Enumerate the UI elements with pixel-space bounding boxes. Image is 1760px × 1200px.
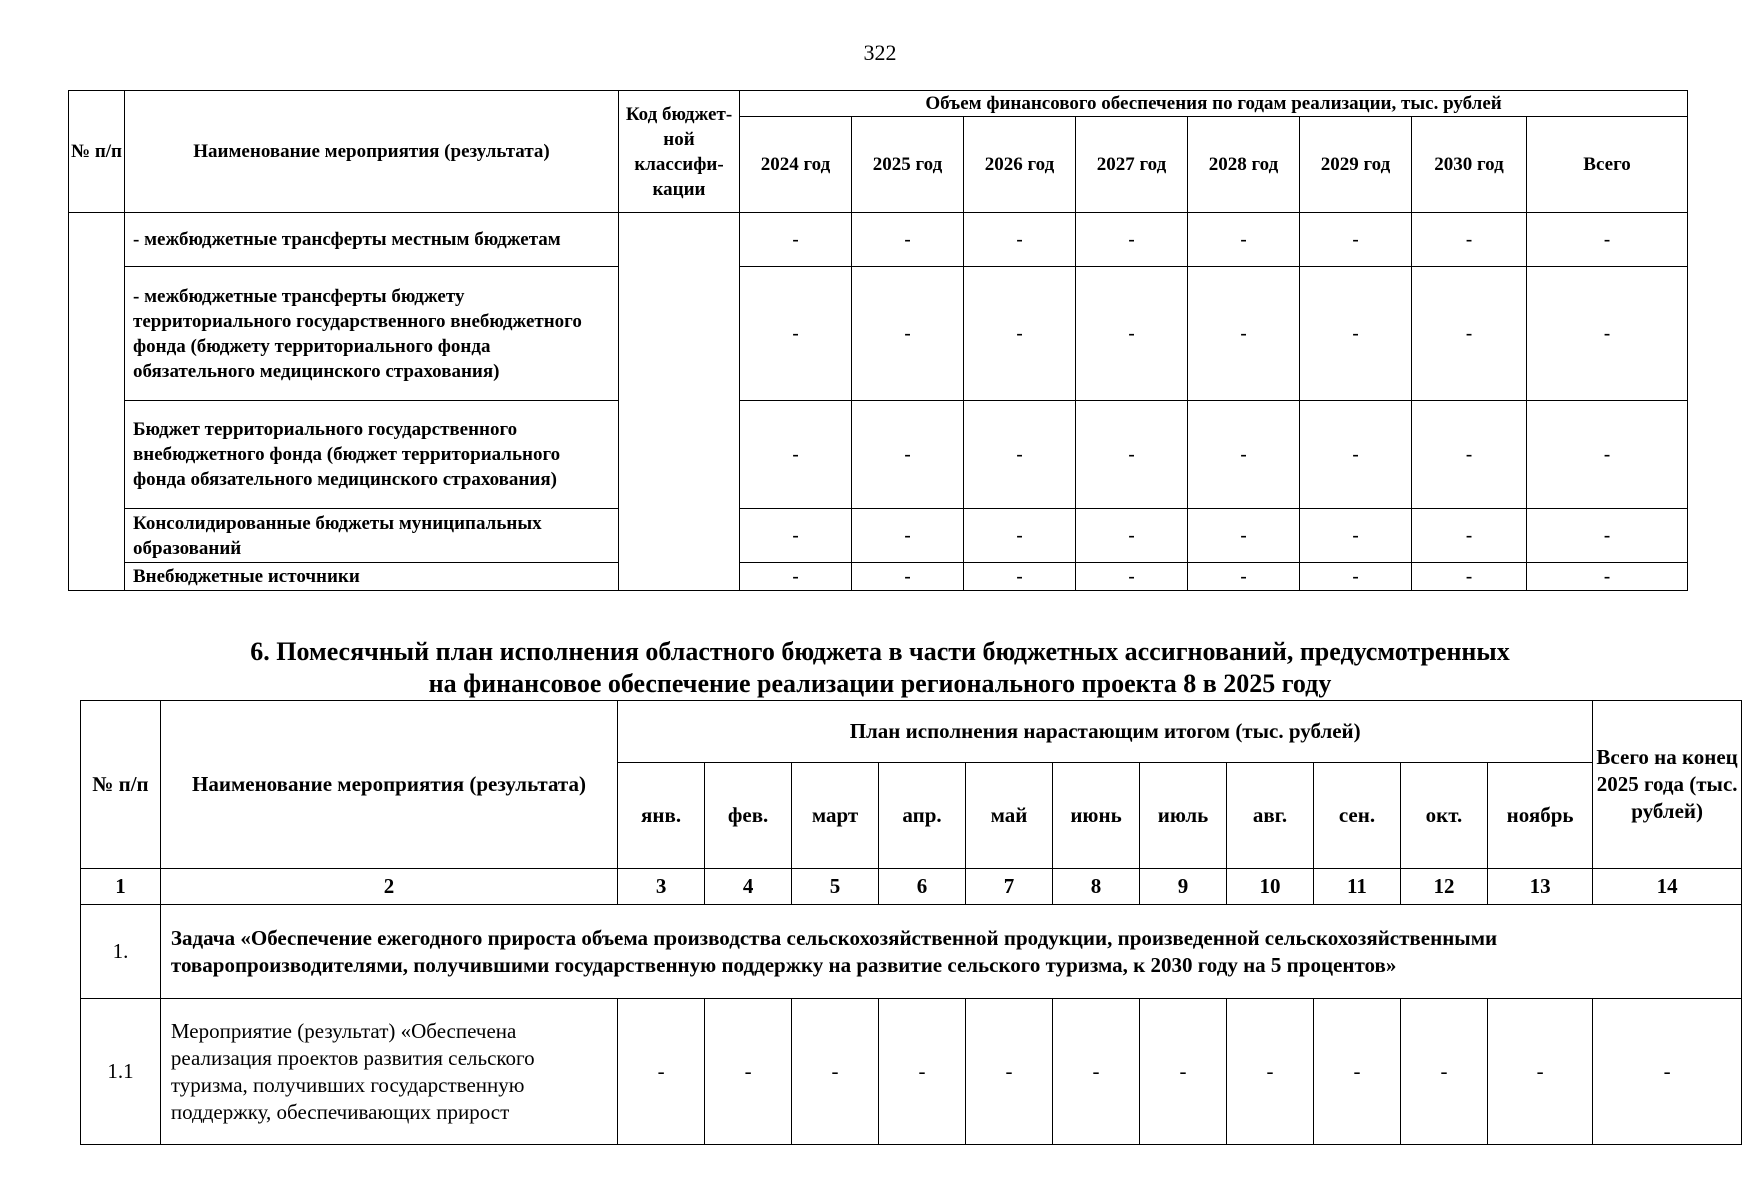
header-year-2027: 2027 год bbox=[1076, 117, 1188, 213]
cell-value: - bbox=[1527, 563, 1688, 591]
header-month-apr: апр. bbox=[879, 763, 966, 869]
column-number-row bbox=[81, 869, 1742, 905]
cell-value: - bbox=[1487, 999, 1592, 1145]
section-title-line1: 6. Помесячный план исполнения областного бюджета в части бюджетных ассигнований, предусмотренных bbox=[250, 637, 1510, 666]
cell-value: - bbox=[964, 563, 1076, 591]
header-name: Наименование мероприятия (результата) bbox=[125, 91, 619, 213]
header-total: Всего на конец 2025 года (тыс. рублей) bbox=[1593, 701, 1742, 869]
cell-value: - bbox=[852, 213, 964, 267]
col-number: 4 bbox=[705, 869, 792, 905]
cell-value: - bbox=[1076, 401, 1188, 509]
cell-value: - bbox=[792, 999, 879, 1145]
header-num: № п/п bbox=[81, 701, 161, 869]
cell-value: - bbox=[964, 267, 1076, 401]
header-name: Наименование мероприятия (результата) bbox=[160, 701, 617, 869]
cell-value: - bbox=[1188, 213, 1300, 267]
table-row bbox=[69, 563, 1688, 591]
col-number: 13 bbox=[1487, 869, 1592, 905]
cell-value: - bbox=[1188, 401, 1300, 509]
measure-name: Мероприятие (результат) «Обеспечена реализация проектов развития сельского туризма, получивших государственную поддержку, обеспечивающих прирост bbox=[160, 999, 617, 1145]
section-title bbox=[0, 636, 1760, 700]
col-number: 3 bbox=[618, 869, 705, 905]
header-num: № п/п bbox=[69, 91, 125, 213]
header-month-mar: март bbox=[792, 763, 879, 869]
cell-value: - bbox=[1412, 401, 1527, 509]
header-month-jan: янв. bbox=[618, 763, 705, 869]
section-title-line2: на финансовое обеспечение реализации регионального проекта 8 в 2025 году bbox=[428, 669, 1332, 698]
cell-value: - bbox=[1076, 509, 1188, 563]
cell-value: - bbox=[1313, 999, 1400, 1145]
header-code: Код бюджет-ной классифи-кации bbox=[619, 91, 740, 213]
cell-value: - bbox=[1527, 401, 1688, 509]
col-number: 6 bbox=[879, 869, 966, 905]
table-row bbox=[69, 401, 1688, 509]
task-row bbox=[81, 905, 1742, 999]
cell-value: - bbox=[740, 401, 852, 509]
header-year-2025: 2025 год bbox=[852, 117, 964, 213]
cell-value: - bbox=[1300, 509, 1412, 563]
cell-value: - bbox=[1527, 213, 1688, 267]
header-month-oct: окт. bbox=[1400, 763, 1487, 869]
header-year-2026: 2026 год bbox=[964, 117, 1076, 213]
table-row bbox=[69, 213, 1688, 267]
header-month-may: май bbox=[966, 763, 1053, 869]
cell-value: - bbox=[1140, 999, 1227, 1145]
col-number: 9 bbox=[1140, 869, 1227, 905]
header-year-2029: 2029 год bbox=[1300, 117, 1412, 213]
cell-value: - bbox=[705, 999, 792, 1145]
col-number: 7 bbox=[966, 869, 1053, 905]
cell-value: - bbox=[740, 509, 852, 563]
measure-row bbox=[81, 999, 1742, 1145]
col-number: 2 bbox=[160, 869, 617, 905]
cell-value: - bbox=[852, 401, 964, 509]
header-year-2028: 2028 год bbox=[1188, 117, 1300, 213]
cell-value: - bbox=[1300, 401, 1412, 509]
row-name: - межбюджетные трансферты бюджету территориального государственного внебюджетного фонда (бюджету территориального фонда обязательного медицинского страхования) bbox=[125, 267, 619, 401]
header-year-2030: 2030 год bbox=[1412, 117, 1527, 213]
cell-value: - bbox=[618, 999, 705, 1145]
page-number: 322 bbox=[863, 40, 897, 65]
cell-value: - bbox=[1188, 563, 1300, 591]
row-name: Бюджет территориального государственного внебюджетного фонда (бюджет территориального фонда обязательного медицинского страхования) bbox=[125, 401, 619, 509]
cell-value: - bbox=[1412, 509, 1527, 563]
header-month-jun: июнь bbox=[1053, 763, 1140, 869]
measure-num: 1.1 bbox=[81, 999, 161, 1145]
col-number: 12 bbox=[1400, 869, 1487, 905]
cell-value: - bbox=[1412, 267, 1527, 401]
cell-value: - bbox=[1226, 999, 1313, 1145]
cell-value: - bbox=[1400, 999, 1487, 1145]
table-row bbox=[69, 267, 1688, 401]
cell-value: - bbox=[740, 213, 852, 267]
header-total: Всего bbox=[1527, 117, 1688, 213]
col-number: 1 bbox=[81, 869, 161, 905]
header-plan: План исполнения нарастающим итогом (тыс. рублей) bbox=[618, 701, 1593, 763]
cell-value: - bbox=[852, 563, 964, 591]
cell-value: - bbox=[1527, 267, 1688, 401]
cell-value: - bbox=[1300, 213, 1412, 267]
cell-value: - bbox=[1076, 213, 1188, 267]
header-year-2024: 2024 год bbox=[740, 117, 852, 213]
header-month-aug: авг. bbox=[1226, 763, 1313, 869]
col-number: 10 bbox=[1226, 869, 1313, 905]
cell-value: - bbox=[964, 213, 1076, 267]
cell-value: - bbox=[964, 509, 1076, 563]
cell-value: - bbox=[1076, 267, 1188, 401]
cell-value: - bbox=[1188, 267, 1300, 401]
task-text: Задача «Обеспечение ежегодного прироста объема производства сельскохозяйственной продукции, произведенной сельскохозяйственными товаропроизводителями, получившими государственную поддержку на развитие сельского туризма, к 2030 году на 5 процентов» bbox=[160, 905, 1741, 999]
task-num: 1. bbox=[81, 905, 161, 999]
header-month-jul: июль bbox=[1140, 763, 1227, 869]
cell-value: - bbox=[1412, 213, 1527, 267]
cell-value: - bbox=[740, 563, 852, 591]
col-number: 14 bbox=[1593, 869, 1742, 905]
financing-table bbox=[68, 90, 1688, 591]
cell-value: - bbox=[1300, 267, 1412, 401]
row-name: - межбюджетные трансферты местным бюджетам bbox=[125, 213, 619, 267]
cell-value: - bbox=[1412, 563, 1527, 591]
header-volume: Объем финансового обеспечения по годам реализации, тыс. рублей bbox=[740, 91, 1688, 117]
cell-value: - bbox=[964, 401, 1076, 509]
col-number: 5 bbox=[792, 869, 879, 905]
row-name: Консолидированные бюджеты муниципальных образований bbox=[125, 509, 619, 563]
cell-value: - bbox=[1076, 563, 1188, 591]
cell-value: - bbox=[1300, 563, 1412, 591]
col-number: 8 bbox=[1053, 869, 1140, 905]
monthly-plan-table bbox=[80, 700, 1742, 1145]
row-num-empty bbox=[69, 213, 125, 591]
header-month-feb: фев. bbox=[705, 763, 792, 869]
header-month-nov: ноябрь bbox=[1487, 763, 1592, 869]
cell-value: - bbox=[852, 509, 964, 563]
cell-value: - bbox=[740, 267, 852, 401]
cell-value: - bbox=[966, 999, 1053, 1145]
row-name: Внебюджетные источники bbox=[125, 563, 619, 591]
col-number: 11 bbox=[1313, 869, 1400, 905]
cell-value: - bbox=[1053, 999, 1140, 1145]
table-row bbox=[69, 509, 1688, 563]
cell-value: - bbox=[1188, 509, 1300, 563]
cell-value: - bbox=[879, 999, 966, 1145]
cell-value: - bbox=[1593, 999, 1742, 1145]
header-month-sep: сен. bbox=[1313, 763, 1400, 869]
cell-value: - bbox=[1527, 509, 1688, 563]
cell-value: - bbox=[852, 267, 964, 401]
row-code-empty bbox=[619, 213, 740, 591]
